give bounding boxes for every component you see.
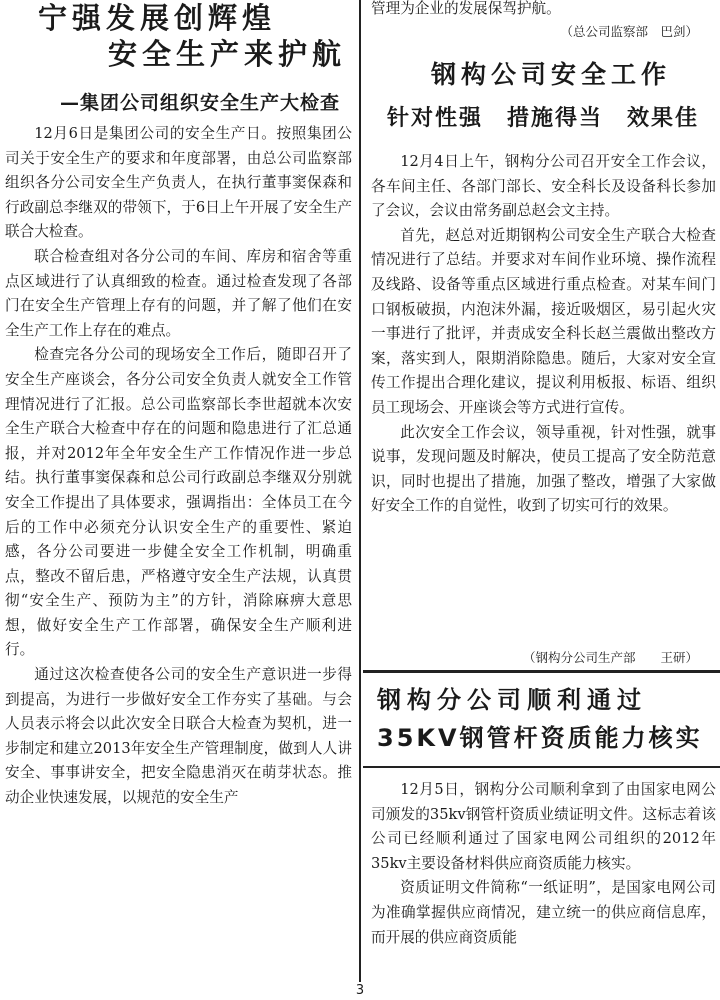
article-1-paragraph: 联合检查组对各分公司的车间、库房和宿舍等重点区域进行了认真细致的检查。通过检查发现了各部门在安全生产管理上存有的问题，并了解了他们在安全生产工作上存在的难点。 <box>5 247 352 339</box>
article-3-title-line-2: 35KV钢管杆资质能力核实 <box>377 724 703 752</box>
article-3-paragraph: 资质证明文件简称“一纸证明”，是国家电网公司为准确掌握供应商情况，建立统一的供应商信息库，而开展的供应商资质能 <box>371 879 716 946</box>
article-2-title-line-2: 针对性强 措施得当 效果佳 <box>387 106 700 131</box>
article-2-paragraph: 12月4日上午，钢构分公司召开安全工作会议，各车间主任、各部门部长、安全科长及设备科长参加了会议，会议由常务副总赵会文主持。 <box>371 153 716 220</box>
article-1-credit: （总公司监察部 巴剑） <box>560 24 698 39</box>
article-1-body <box>5 122 352 811</box>
article-2-body <box>371 150 716 519</box>
article-2-title-line-1: 钢构公司安全工作 <box>431 60 672 89</box>
section-divider <box>363 766 720 768</box>
article-2-credit: （钢构分公司生产部 王研） <box>522 650 698 665</box>
article-1-title-line-1: 宁强发展创辉煌 <box>38 1 277 35</box>
article-1-title-line-2: 安全生产来护航 <box>108 37 347 71</box>
section-divider <box>363 670 720 673</box>
article-3-body <box>371 778 716 950</box>
article-2-paragraph: 此次安全工作会议，领导重视，针对性强，就事说事，发现问题及时解决，使员工提高了安全防范意识，同时也提出了措施，加强了整改，增强了大家做好安全工作的自觉性，收到了切实可行的效果。 <box>371 423 716 515</box>
article-1-subtitle: —集团公司组织安全生产大检查 <box>60 92 341 114</box>
article-1-paragraph: 通过这次检查使各公司的安全生产意识进一步得到提高，为进行一步做好安全工作夯实了基础。与会人员表示将会以此次安全日联合大检查为契机，进一步制定和建立2013年安全生产管理制度，做到人人讲安全、事事讲安全，把安全隐患消灭在萌芽状态。推动企业快速发展，以规范的安全生产 <box>5 666 352 807</box>
article-2-paragraph: 首先，赵总对近期钢构公司安全生产联合大检查情况进行了总结。并要求对车间作业环境、操作流程及线路、设备等重点区域进行重点检查。对某车间门口钢板破损，内泡沫外漏，接近吸烟区，易引起火灾一事进行了批评，并责成安全科长赵兰震做出整改方案，落实到人，限期消除隐患。随后，大家对安全宣传工作提出合理化建议，提议利用板报、标语、组织员工现场会、开座谈会等方式进行宣传。 <box>371 226 716 416</box>
article-1-continuation: 管理为企业的发展保驾护航。 <box>371 0 561 17</box>
page-number: 3 <box>355 983 365 998</box>
column-divider <box>359 0 361 982</box>
article-3-title-line-1: 钢构分公司顺利通过 <box>377 686 647 714</box>
article-3-paragraph: 12月5日，钢构分公司顺利拿到了由国家电网公司颁发的35kv钢管杆资质业绩证明文件。这标志着该公司已经顺利通过了国家电网公司组织的2012年35kv主要设备材料供应商资质能力核实。 <box>371 781 716 872</box>
article-1-paragraph: 12月6日是集团公司的安全生产日。按照集团公司关于安全生产的要求和年度部署，由总公司监察部组织各分公司安全生产负责人，在执行董事窦保森和行政副总李继双的带领下，于6日上午开展了安全生产联合大检查。 <box>5 125 352 241</box>
article-1-paragraph: 检查完各分公司的现场安全工作后，随即召开了安全生产座谈会，各分公司安全负责人就安全工作管理情况进行了汇报。总公司监察部长李世超就本次安全生产联合大检查中存在的问题和隐患进行了汇总通报，并对2012年全年安全生产工作情况作进一步总结。执行董事窦保森和总公司行政副总李继双分别就安全工作提出了具体要求，强调指出：全体员工在今后的工作中必须充分认识安全生产的重要性、紧迫感，各分公司要进一步健全安全工作机制，明确重点，整改不留后患，严格遵守安全生产法规，认真贯彻“安全生产、预防为主”的方针，消除麻痹大意思想，做好安全生产工作部署，确保安全生产顺利进行。 <box>5 346 352 659</box>
